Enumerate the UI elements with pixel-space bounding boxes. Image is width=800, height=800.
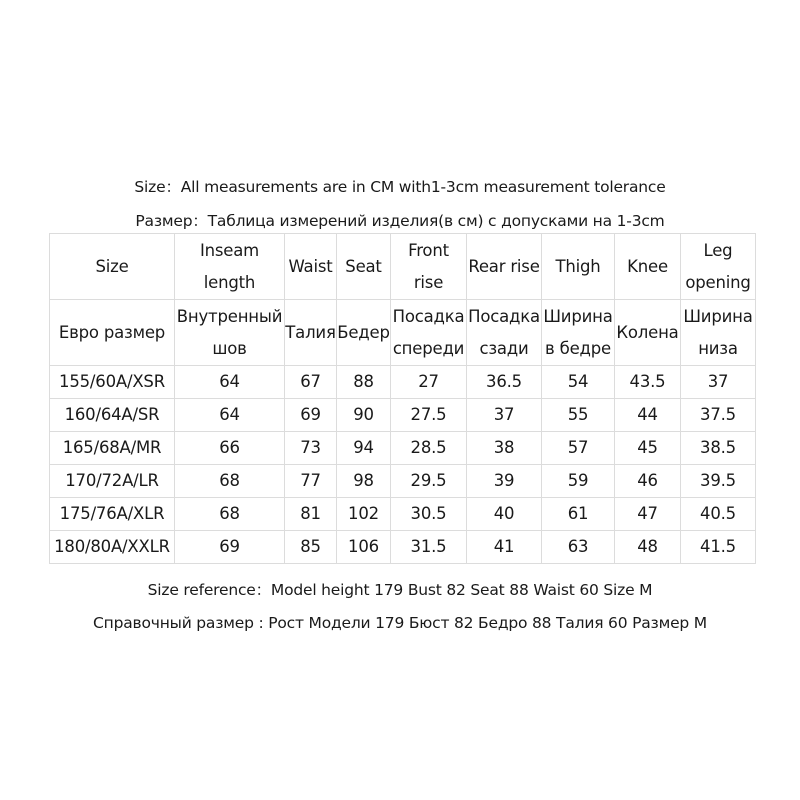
measurement-cell: 41: [467, 531, 542, 564]
measurement-cell: 57: [542, 432, 615, 465]
header-cell: [50, 234, 175, 300]
header-cell: [615, 300, 681, 366]
header-cell: [391, 300, 467, 366]
header-cell-line: rise: [413, 272, 444, 292]
size-code-cell: 175/76A/XLR: [50, 498, 175, 531]
header-cell: [467, 300, 542, 366]
header-cell-line: Внутренный: [176, 306, 283, 326]
measurement-cell: 61: [542, 498, 615, 531]
header-cell-line: Посадка: [392, 306, 465, 326]
measurement-cell: 102: [337, 498, 391, 531]
header-cell: [467, 234, 542, 300]
header-cell: [175, 234, 285, 300]
header-cell-line: Seat: [345, 256, 382, 276]
header-cell-line: Rear rise: [468, 256, 540, 276]
header-cell: [391, 234, 467, 300]
measurement-cell: 38: [467, 432, 542, 465]
header-row-ru: [50, 300, 756, 366]
measurement-cell: 68: [175, 465, 285, 498]
header-cell: [681, 234, 756, 300]
measurement-cell: 106: [337, 531, 391, 564]
measurement-cell: 81: [285, 498, 337, 531]
table-row: [50, 399, 756, 432]
header-cell: [337, 300, 391, 366]
measurement-cell: 69: [175, 531, 285, 564]
measurement-cell: 64: [175, 399, 285, 432]
size-code-cell: 180/80A/XXLR: [50, 531, 175, 564]
header-cell-line: Thigh: [555, 256, 601, 276]
header-cell: [542, 300, 615, 366]
size-caption-ru: Размер：Таблица измерений изделия(в см) с допусками на 1-3cm: [135, 212, 665, 230]
header-cell-line: в бедре: [545, 338, 611, 358]
measurement-cell: 94: [337, 432, 391, 465]
measurement-cell: 69: [285, 399, 337, 432]
header-cell-line: opening: [685, 272, 751, 292]
measurement-cell: 59: [542, 465, 615, 498]
header-cell-line: шов: [212, 338, 247, 358]
measurement-cell: 41.5: [681, 531, 756, 564]
measurement-cell: 45: [615, 432, 681, 465]
header-cell-line: Бедер: [337, 322, 390, 342]
header-cell-line: сзади: [479, 338, 529, 358]
measurement-cell: 68: [175, 498, 285, 531]
size-code-cell: 165/68A/MR: [50, 432, 175, 465]
header-cell: [615, 234, 681, 300]
size-code-cell: 155/60A/XSR: [50, 366, 175, 399]
measurement-cell: 63: [542, 531, 615, 564]
measurement-cell: 40.5: [681, 498, 756, 531]
header-cell: [285, 300, 337, 366]
header-cell-line: Евро размер: [58, 322, 166, 342]
header-cell: [285, 234, 337, 300]
header-cell-line: Ширина: [543, 306, 613, 326]
measurement-cell: 54: [542, 366, 615, 399]
measurement-cell: 77: [285, 465, 337, 498]
header-cell-line: Inseam: [199, 240, 260, 260]
header-cell-line: length: [203, 272, 256, 292]
header-cell-line: Size: [95, 256, 129, 276]
measurement-cell: 37.5: [681, 399, 756, 432]
measurement-cell: 55: [542, 399, 615, 432]
header-cell-line: Leg: [703, 240, 733, 260]
header-cell-line: спереди: [392, 338, 465, 358]
header-cell: [681, 300, 756, 366]
measurement-cell: 27: [391, 366, 467, 399]
header-cell-line: Колена: [616, 322, 679, 342]
table-row: [50, 498, 756, 531]
measurement-cell: 40: [467, 498, 542, 531]
measurement-cell: 36.5: [467, 366, 542, 399]
measurement-cell: 46: [615, 465, 681, 498]
measurement-cell: 47: [615, 498, 681, 531]
measurement-cell: 73: [285, 432, 337, 465]
measurement-cell: 38.5: [681, 432, 756, 465]
header-cell: [50, 300, 175, 366]
table-row: [50, 531, 756, 564]
measurement-cell: 37: [681, 366, 756, 399]
measurement-cell: 48: [615, 531, 681, 564]
header-row-en: [50, 234, 756, 300]
measurement-cell: 98: [337, 465, 391, 498]
measurement-cell: 39: [467, 465, 542, 498]
table-row: [50, 465, 756, 498]
measurement-cell: 64: [175, 366, 285, 399]
measurement-cell: 39.5: [681, 465, 756, 498]
measurement-cell: 29.5: [391, 465, 467, 498]
measurement-cell: 90: [337, 399, 391, 432]
measurement-cell: 27.5: [391, 399, 467, 432]
size-table: [49, 233, 756, 564]
measurement-cell: 43.5: [615, 366, 681, 399]
measurement-cell: 31.5: [391, 531, 467, 564]
header-cell-line: Waist: [288, 256, 333, 276]
header-cell: [175, 300, 285, 366]
header-cell-line: низа: [698, 338, 738, 358]
table-row: [50, 366, 756, 399]
measurement-cell: 44: [615, 399, 681, 432]
header-cell-line: Knee: [627, 256, 668, 276]
size-reference-en: Size reference：Model height 179 Bust 82 Seat 88 Waist 60 Size M: [147, 581, 653, 599]
measurement-cell: 66: [175, 432, 285, 465]
header-cell-line: Посадка: [468, 306, 540, 326]
header-cell-line: Талия: [285, 322, 336, 342]
measurement-cell: 37: [467, 399, 542, 432]
header-cell-line: Ширина: [683, 306, 753, 326]
header-cell: [337, 234, 391, 300]
size-reference-ru: Справочный размер : Рост Модели 179 Бюст 82 Бедро 88 Талия 60 Размер M: [93, 614, 707, 632]
header-cell-line: Front: [408, 240, 449, 260]
size-code-cell: 160/64A/SR: [50, 399, 175, 432]
header-cell: [542, 234, 615, 300]
size-caption-en: Size：All measurements are in CM with1-3cm measurement tolerance: [134, 178, 666, 196]
measurement-cell: 88: [337, 366, 391, 399]
measurement-cell: 85: [285, 531, 337, 564]
measurement-cell: 67: [285, 366, 337, 399]
measurement-cell: 30.5: [391, 498, 467, 531]
table-row: [50, 432, 756, 465]
size-code-cell: 170/72A/LR: [50, 465, 175, 498]
measurement-cell: 28.5: [391, 432, 467, 465]
